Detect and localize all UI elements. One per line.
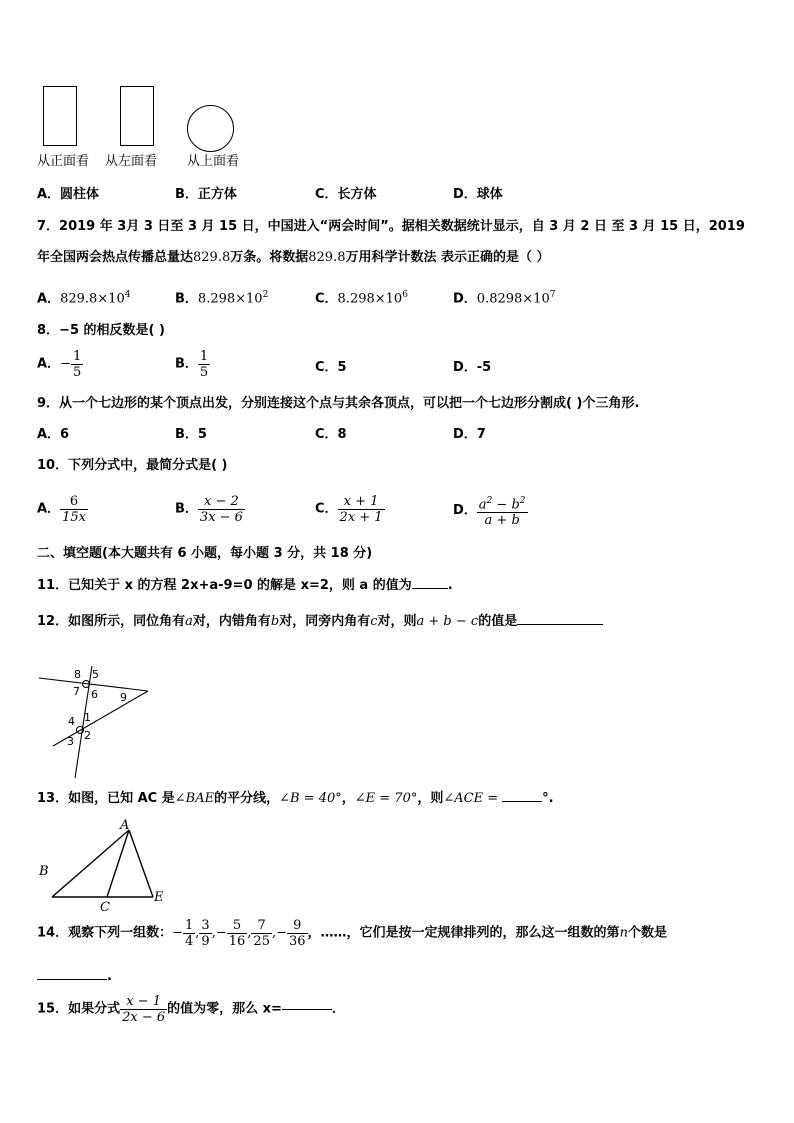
q9-stem: 9．从一个七边形的某个顶点出发，分别连接这个点与其余各顶点，可以把一个七边形分割成( )个三角形. (37, 396, 640, 411)
q14-f1-denominator: 4 (185, 934, 194, 949)
q13-text-a: 13．如图，已知 AC 是 (37, 791, 175, 806)
q9-option-c: C．8 (315, 427, 347, 442)
q7-text-a: 年全国两会热点传播总量达 (37, 250, 194, 265)
q14-answer-line (37, 968, 112, 986)
q14-answer-blank[interactable] (37, 979, 107, 980)
q12-answer-blank[interactable] (517, 624, 603, 625)
q13-text-e: °. (542, 791, 554, 806)
q14-f3-denominator: 16 (228, 934, 246, 949)
q14-f2-denominator: 9 (201, 934, 210, 949)
q9-option-d: D．7 (453, 427, 486, 442)
q10-d-numerator: $a^2 - b^2$ (478, 496, 526, 513)
q8-a-denominator: 5 (72, 365, 82, 380)
q6-option-b: B．正方体 (175, 187, 237, 202)
q12-var-b: b (270, 614, 280, 629)
q7-number-1: 829.8 (193, 250, 231, 265)
q10-a-label: A． (37, 501, 61, 517)
q8-b-numerator: 1 (199, 349, 209, 364)
q10-option-a (37, 494, 88, 525)
q14-f3-numerator: 5 (227, 918, 248, 934)
side-ae (129, 830, 153, 897)
q8-option-d: D．-5 (453, 360, 492, 375)
q12-expression: a + b − c (416, 614, 479, 629)
q9-option-a: A．6 (37, 427, 70, 442)
q8-a-sign: − (60, 356, 71, 372)
q13-angle-b: ∠B = 40° (279, 791, 342, 806)
angle-label-1: 1 (84, 711, 91, 724)
q10-option-d (453, 494, 528, 528)
angle-label-9: 9 (120, 691, 127, 704)
q10-option-c (315, 494, 385, 525)
q13-angle-ace: ∠ACE = (443, 791, 499, 806)
q7-option-a (37, 286, 130, 308)
q10-b-fraction (198, 494, 245, 525)
q10-a-numerator: 6 (60, 494, 88, 510)
q10-d-fraction (477, 494, 528, 528)
q13-angle-e: ∠E = 70° (354, 791, 418, 806)
q10-d-num-b: − b (492, 497, 520, 513)
q10-a-fraction (60, 494, 88, 525)
q13-angle-bae: ∠BAE (174, 791, 215, 806)
q12-text-e: 的值是 (478, 614, 518, 629)
top-view-circle (187, 105, 234, 152)
q7-stem-line1: 7．2019 年 3月 3 日至 3 月 15 日，中国进入“两会时间”。据相关数据统计显示，自 3 月 2 日 至 3 月 15 日，2019 (37, 219, 745, 234)
q14-f5-denominator: 36 (289, 934, 306, 949)
q7-b-value: 8.298×10 (197, 291, 263, 307)
q7-a-label: A． (37, 291, 61, 307)
q11-stem: 11．已知关于 x 的方程 2x+a-9=0 的解是 x=2，则 a 的值为 . (37, 578, 453, 593)
section-heading-fill-in: 二、填空题(本大题共有 6 小题，每小题 3 分，共 18 分) (37, 546, 373, 561)
q13-figure (35, 815, 170, 915)
q7-b-label: B． (175, 291, 198, 307)
q7-d-value: 0.8298×10 (476, 291, 550, 307)
q11-answer-blank[interactable] (412, 588, 448, 589)
q15-text-a: 15．如果分式 (37, 1001, 121, 1017)
front-view-rectangle (43, 86, 77, 146)
q14-var-n: n (619, 925, 628, 941)
q14-f4-numerator: 7 (251, 918, 272, 934)
q7-stem-line2 (37, 249, 550, 267)
vertex-label-e: E (154, 890, 164, 905)
angle-label-3: 3 (67, 735, 74, 748)
q14-f5-numerator: 9 (287, 918, 308, 934)
q12-var-c: c (370, 614, 378, 629)
q14-fraction-4 (251, 918, 272, 949)
q13-answer-blank[interactable] (502, 801, 542, 802)
q9-option-b: B．5 (175, 427, 207, 442)
q13-text-c: ， (341, 791, 355, 806)
q14-fraction-1 (183, 918, 195, 949)
q14-fraction-2 (199, 918, 211, 949)
q7-text-c: 万用科学计数法 表示正确的是（ ） (345, 250, 550, 265)
vertex-label-b: B (39, 864, 49, 879)
angle-label-6: 6 (91, 688, 98, 701)
q7-c-exponent: 6 (402, 290, 408, 300)
q14-text-a: 14．观察下列一组数： (37, 925, 173, 941)
q12-stem (37, 613, 603, 631)
q12-figure (35, 662, 155, 782)
q13-stem (37, 790, 554, 808)
q6-option-d: D．球体 (453, 187, 503, 202)
q7-a-value: 829.8×10 (60, 291, 125, 307)
q14-text-c: 个数是 (627, 925, 667, 941)
q8-b-fraction (198, 349, 210, 380)
q8-option-b (175, 349, 210, 380)
q6-option-a: A．圆柱体 (37, 187, 100, 202)
q15-denominator: 2x − 6 (122, 1010, 166, 1025)
q10-c-denominator: 2x + 1 (339, 510, 383, 525)
q14-text-b: ，……，它们是按一定规律排列的，那么这一组数的第 (307, 925, 620, 941)
q15-answer-blank[interactable] (282, 1009, 332, 1010)
q10-option-b (175, 494, 245, 525)
q10-d-denominator: a + b (484, 513, 520, 529)
q7-d-label: D． (453, 291, 477, 307)
q15-stem (37, 994, 345, 1025)
q15-text-b: 的值为零，那么 x= (167, 1001, 282, 1017)
q10-c-label: C． (315, 501, 338, 517)
q12-text-c: 对，同旁内角有 (279, 614, 371, 629)
q8-option-a (37, 349, 83, 380)
q7-text-b: 万条。将数据 (230, 250, 309, 265)
angle-label-4: 4 (68, 715, 75, 728)
q7-a-exponent: 4 (124, 290, 131, 300)
q8-a-fraction (71, 349, 83, 380)
q13-text-d: ，则 (417, 791, 444, 806)
q7-option-c (315, 286, 408, 308)
q7-c-label: C． (315, 291, 338, 307)
q15-numerator: x − 1 (120, 994, 167, 1010)
q7-option-b (175, 286, 268, 308)
q12-var-a: a (185, 614, 193, 629)
q10-b-denominator: 3x − 6 (199, 510, 243, 525)
q10-d-num-a: a (478, 497, 487, 513)
q14-stem: 14．观察下列一组数：− $\frac{1}{4}$ , $\frac{3}{9}$ ,− $\frac{5}{16}$ , $\frac{7}{25}$ ,− $\frac{9}{36}$ ，……，它们是按一定规律排列的，那么这一组数的第n个数是 (37, 918, 667, 949)
q11-text: 11．已知关于 x 的方程 2x+a-9=0 的解是 x=2，则 a 的值为 (37, 578, 412, 593)
q8-stem: 8．−5 的相反数是( ) (37, 323, 165, 338)
front-view-label: 从正面看 (37, 154, 90, 169)
q14-f1-numerator: 1 (185, 918, 194, 933)
q15-end: ． (331, 1001, 345, 1017)
q10-c-fraction (338, 494, 385, 525)
q10-a-denominator: 15x (62, 510, 86, 525)
q10-b-label: B． (175, 501, 198, 517)
angle-label-8: 8 (74, 668, 81, 681)
top-view-label: 从上面看 (187, 154, 240, 169)
q7-option-d (453, 286, 555, 308)
vertex-label-a: A (120, 818, 130, 833)
q10-d-label: D． (453, 503, 477, 519)
q8-b-denominator: 5 (199, 365, 209, 380)
q7-b-exponent: 2 (262, 290, 269, 300)
q10-b-numerator: x − 2 (198, 494, 245, 510)
q13-text-b: 的平分线， (214, 791, 280, 806)
angle-label-7: 7 (73, 685, 80, 698)
q12-text-b: 对，内错角有 (192, 614, 271, 629)
q15-fraction (120, 994, 167, 1025)
q14-fraction-3 (227, 918, 248, 949)
q7-number-2: 829.8 (308, 250, 346, 265)
q12-text-d: 对，则 (377, 614, 417, 629)
angle-label-5: 5 (92, 668, 99, 681)
q6-option-c: C．长方体 (315, 187, 377, 202)
q8-option-c: C．5 (315, 360, 347, 375)
q8-b-label: B． (175, 356, 198, 372)
left-view-label: 从左面看 (105, 154, 158, 169)
q14-fraction-5 (287, 918, 308, 949)
q14-end: . (107, 969, 112, 984)
q10-c-numerator: x + 1 (338, 494, 385, 510)
q7-d-exponent: 7 (549, 290, 556, 300)
q7-c-value: 8.298×10 (337, 291, 403, 307)
q10-stem: 10．下列分式中，最简分式是( ) (37, 458, 228, 473)
q8-a-numerator: 1 (72, 349, 82, 364)
vertex-label-c: C (100, 900, 110, 915)
q12-text-a: 12．如图所示，同位角有 (37, 614, 186, 629)
angle-label-2: 2 (84, 729, 91, 742)
q8-a-label: A． (37, 356, 61, 372)
q14-f2-numerator: 3 (201, 918, 210, 933)
left-view-rectangle (120, 86, 154, 146)
q14-f4-denominator: 25 (253, 934, 270, 949)
